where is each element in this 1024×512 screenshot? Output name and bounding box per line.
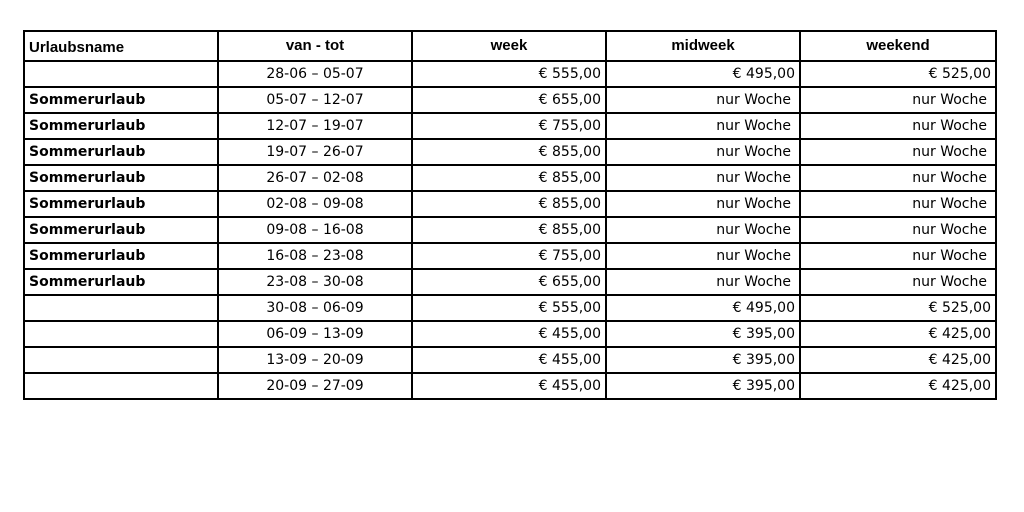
cell-period: 05-07 – 12-07 [218, 87, 412, 113]
table-row [24, 321, 996, 347]
cell-week-price: € 555,00 [412, 61, 606, 87]
table-row [24, 191, 996, 217]
cell-midweek-price: € 395,00 [606, 373, 800, 399]
cell-week-price: € 555,00 [412, 295, 606, 321]
table-row [24, 295, 996, 321]
table-body [24, 61, 996, 399]
cell-midweek-price: nur Woche [606, 217, 800, 243]
table-row [24, 269, 996, 295]
cell-week-price: € 455,00 [412, 321, 606, 347]
cell-period: 02-08 – 09-08 [218, 191, 412, 217]
table-row [24, 61, 996, 87]
cell-week-price: € 755,00 [412, 113, 606, 139]
cell-period: 16-08 – 23-08 [218, 243, 412, 269]
table-row [24, 243, 996, 269]
cell-period: 06-09 – 13-09 [218, 321, 412, 347]
cell-week-price: € 755,00 [412, 243, 606, 269]
cell-weekend-price: nur Woche [800, 113, 996, 139]
table-row [24, 347, 996, 373]
cell-midweek-price: nur Woche [606, 139, 800, 165]
cell-period: 13-09 – 20-09 [218, 347, 412, 373]
header-midweek: midweek [606, 31, 800, 61]
cell-week-price: € 855,00 [412, 165, 606, 191]
cell-urlaubsname: Sommerurlaub [24, 139, 218, 165]
cell-midweek-price: nur Woche [606, 113, 800, 139]
cell-period: 19-07 – 26-07 [218, 139, 412, 165]
cell-urlaubsname [24, 347, 218, 373]
header-weekend: weekend [800, 31, 996, 61]
cell-midweek-price: nur Woche [606, 243, 800, 269]
cell-weekend-price: nur Woche [800, 87, 996, 113]
table-row [24, 373, 996, 399]
cell-midweek-price: € 395,00 [606, 321, 800, 347]
cell-urlaubsname: Sommerurlaub [24, 243, 218, 269]
cell-week-price: € 455,00 [412, 373, 606, 399]
cell-weekend-price: € 525,00 [800, 295, 996, 321]
cell-weekend-price: nur Woche [800, 243, 996, 269]
cell-urlaubsname: Sommerurlaub [24, 191, 218, 217]
cell-urlaubsname: Sommerurlaub [24, 87, 218, 113]
cell-period: 20-09 – 27-09 [218, 373, 412, 399]
cell-week-price: € 655,00 [412, 269, 606, 295]
table-row [24, 113, 996, 139]
cell-weekend-price: € 425,00 [800, 321, 996, 347]
cell-midweek-price: nur Woche [606, 191, 800, 217]
cell-weekend-price: € 525,00 [800, 61, 996, 87]
cell-period: 12-07 – 19-07 [218, 113, 412, 139]
cell-midweek-price: nur Woche [606, 165, 800, 191]
header-row [24, 31, 996, 61]
cell-period: 28-06 – 05-07 [218, 61, 412, 87]
cell-weekend-price: nur Woche [800, 191, 996, 217]
cell-period: 23-08 – 30-08 [218, 269, 412, 295]
cell-midweek-price: € 395,00 [606, 347, 800, 373]
cell-period: 09-08 – 16-08 [218, 217, 412, 243]
cell-week-price: € 655,00 [412, 87, 606, 113]
cell-urlaubsname: Sommerurlaub [24, 165, 218, 191]
header-week: week [412, 31, 606, 61]
cell-weekend-price: € 425,00 [800, 347, 996, 373]
cell-weekend-price: nur Woche [800, 269, 996, 295]
cell-week-price: € 855,00 [412, 191, 606, 217]
header-urlaubsname: Urlaubsname [24, 31, 218, 61]
cell-urlaubsname: Sommerurlaub [24, 269, 218, 295]
cell-midweek-price: € 495,00 [606, 295, 800, 321]
cell-weekend-price: nur Woche [800, 139, 996, 165]
cell-urlaubsname: Sommerurlaub [24, 217, 218, 243]
cell-period: 30-08 – 06-09 [218, 295, 412, 321]
cell-week-price: € 455,00 [412, 347, 606, 373]
cell-urlaubsname [24, 61, 218, 87]
cell-period: 26-07 – 02-08 [218, 165, 412, 191]
table-row [24, 165, 996, 191]
header-van-tot: van - tot [218, 31, 412, 61]
cell-urlaubsname [24, 321, 218, 347]
cell-week-price: € 855,00 [412, 217, 606, 243]
cell-midweek-price: € 495,00 [606, 61, 800, 87]
cell-urlaubsname [24, 295, 218, 321]
cell-midweek-price: nur Woche [606, 269, 800, 295]
cell-weekend-price: nur Woche [800, 165, 996, 191]
cell-midweek-price: nur Woche [606, 87, 800, 113]
cell-weekend-price: nur Woche [800, 217, 996, 243]
table-row [24, 87, 996, 113]
price-table [23, 30, 997, 400]
table-row [24, 217, 996, 243]
cell-weekend-price: € 425,00 [800, 373, 996, 399]
table-header [24, 31, 996, 61]
cell-week-price: € 855,00 [412, 139, 606, 165]
cell-urlaubsname: Sommerurlaub [24, 113, 218, 139]
cell-urlaubsname [24, 373, 218, 399]
table-row [24, 139, 996, 165]
